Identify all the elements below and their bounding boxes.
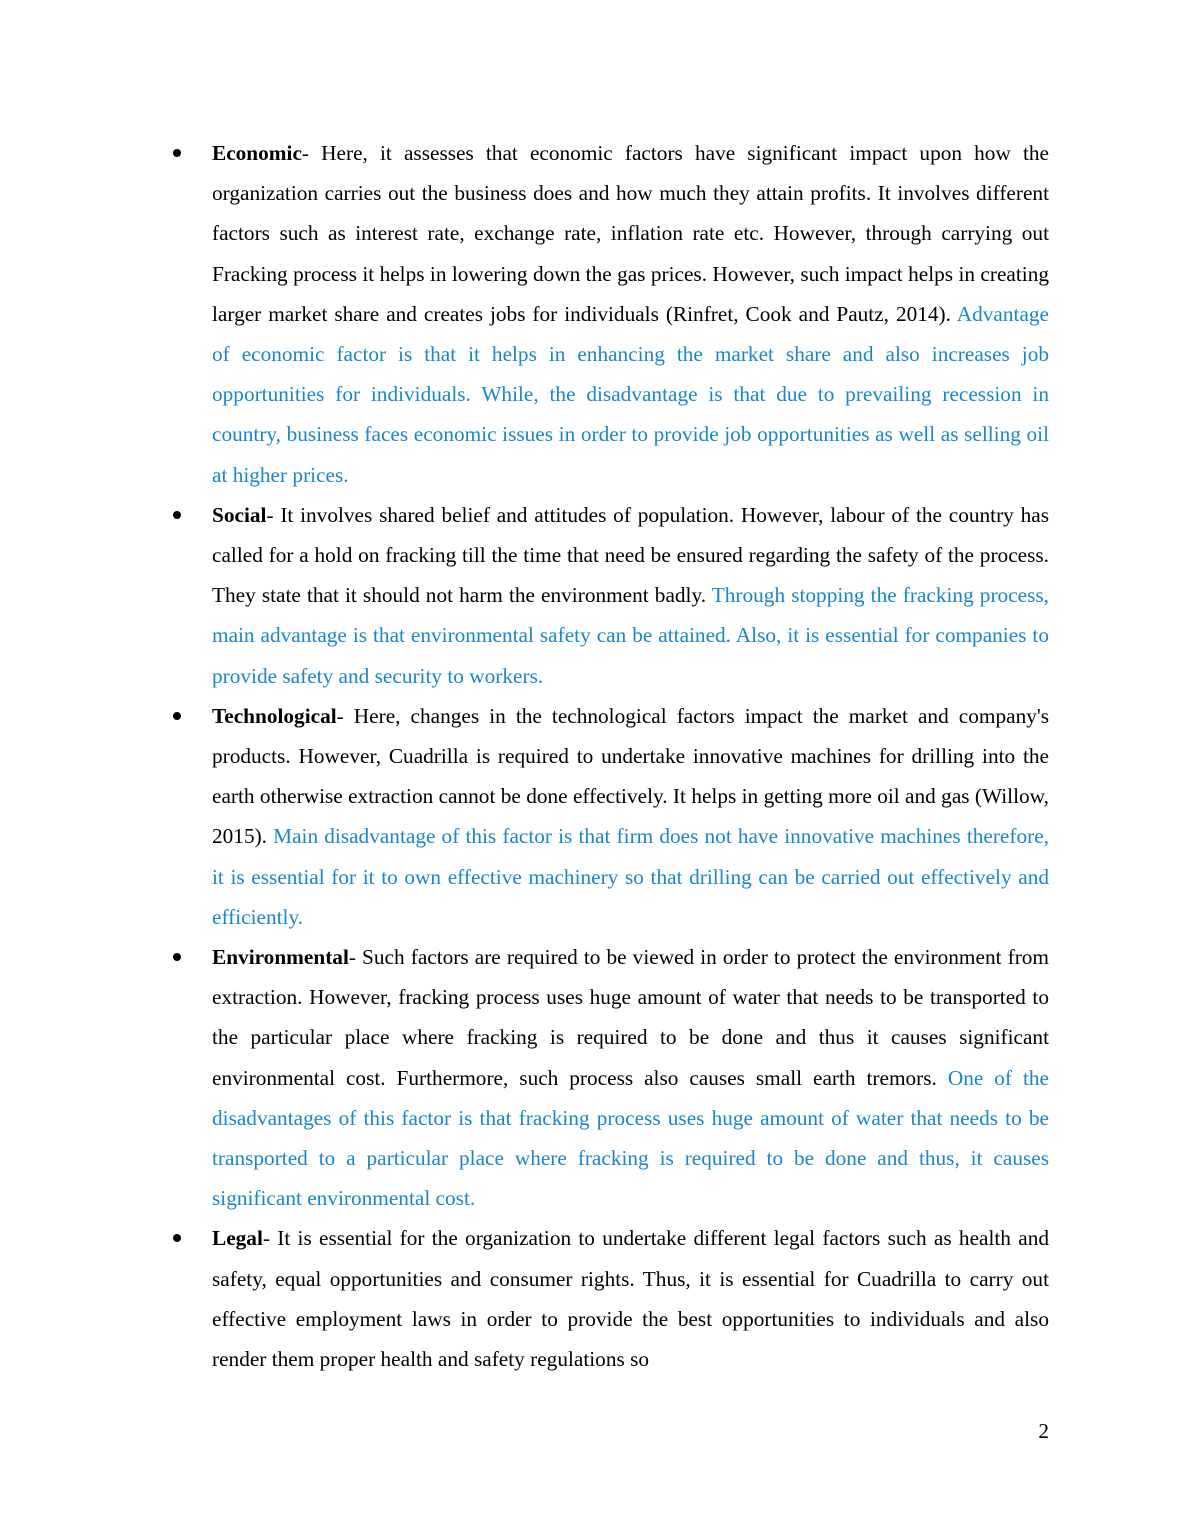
list-item-economic xyxy=(212,133,1049,495)
bullet-icon xyxy=(173,1234,181,1242)
factor-term: Economic xyxy=(212,141,302,165)
factor-term: Technological xyxy=(212,703,337,728)
bullet-icon xyxy=(173,511,181,519)
list-item-environmental xyxy=(212,937,1049,1218)
factor-body: - It involves shared belief and attitudes of population. However, labour of the country has called for a hold on fracking till the time that need be ensured regarding the safety of the process. They state that it should not harm the environment badly. xyxy=(212,502,1049,608)
factor-highlight: Advantage of economic factor is that it helps in enhancing the market share and also increases job opportunities for individuals. While, the disadvantage is that due to prevailing recession in country, business faces economic issues in order to provide job opportunities as well as selling oil at higher prices. xyxy=(212,301,1049,487)
list-item-technological xyxy=(212,696,1049,937)
pestle-bullet-list xyxy=(212,133,1049,1379)
factor-term: Environmental xyxy=(212,945,349,970)
factor-body: - Here, it assesses that economic factors have significant impact upon how the organization carries out the business does and how much they attain profits. It involves different factors such as interest rate, exchange rate, inflation rate etc. However, through carrying out Fracking process it helps in lowering down the gas prices. However, such impact helps in creating larger market share and creates jobs for individuals (Rinfret, Cook and Pautz, 2014). xyxy=(212,141,1049,326)
bullet-icon xyxy=(173,712,181,720)
bullet-icon xyxy=(173,953,181,961)
factor-highlight: One of the disadvantages of this factor is that fracking process uses huge amount of water that needs to be transported to a particular place where fracking is required to be done and thus, it causes significant environmental cost. xyxy=(212,1065,1049,1211)
list-item-social xyxy=(212,495,1049,696)
factor-highlight: Main disadvantage of this factor is that firm does not have innovative machines therefore, it is essential for it to own effective machinery so that drilling can be carried out effectively and efficiently. xyxy=(212,824,1049,929)
factor-highlight: Through stopping the fracking process, main advantage is that environmental safety can be attained. Also, it is essential for companies to provide safety and security to workers. xyxy=(212,583,1049,688)
factor-body: - Such factors are required to be viewed in order to protect the environment from extraction. However, fracking process uses huge amount of water that needs to be transported to the particular place where fracking is required to be done and thus it causes significant environmental cost. Furthermore, such process also causes small earth tremors. xyxy=(212,945,1049,1090)
factor-term: Social xyxy=(212,502,267,527)
factor-body: - Here, changes in the technological factors impact the market and company's products. However, Cuadrilla is required to undertake innovative machines for drilling into the earth otherwise extraction cannot be done effectively. It helps in getting more oil and gas (Willow, 2015). xyxy=(212,703,1049,849)
factor-body: - It is essential for the organization to undertake different legal factors such as health and safety, equal opportunities and consumer rights. Thus, it is essential for Cuadrilla to carry out effective employment laws in order to provide the best opportunities to individuals and also render them proper health and safety regulations so xyxy=(212,1226,1049,1372)
page-number: 2 xyxy=(1038,1419,1049,1443)
list-item-legal xyxy=(212,1218,1049,1379)
factor-term: Legal xyxy=(212,1226,263,1251)
bullet-icon xyxy=(173,149,181,157)
